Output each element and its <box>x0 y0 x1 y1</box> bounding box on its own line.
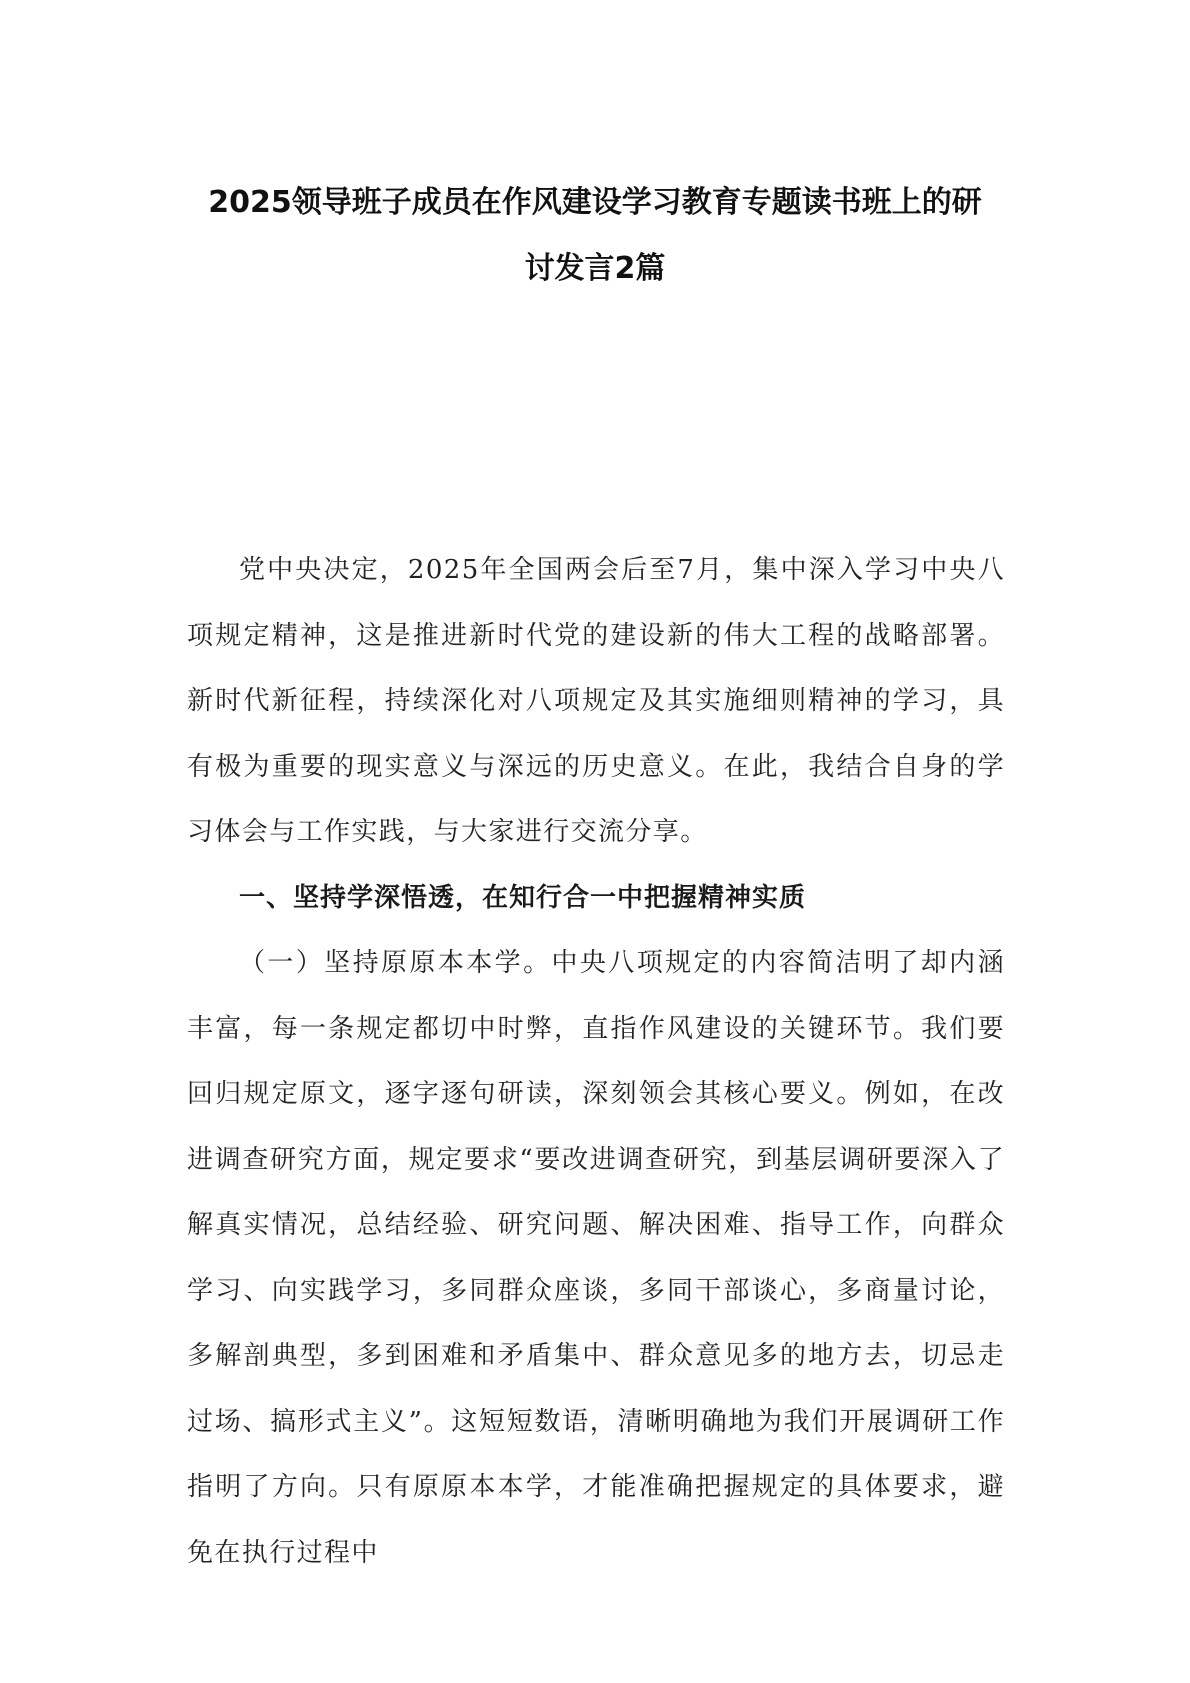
document-title <box>150 170 1040 302</box>
section-heading-1: 一、坚持学深悟透，在知行合一中把握精神实质 <box>239 882 807 913</box>
title-line-2: 讨发言2篇 <box>524 251 666 286</box>
subsection-paragraph-1: （一）坚持原原本本学。中央八项规定的内容简洁明了却内涵丰富，每一条规定都切中时弊，直指作风建设的关键环节。我们要回归规定原文，逐字逐句研读，深刻领会其核心要义。例如，在改进调查研究方面，规定要求“要改进调查研究，到基层调研要深入了解真实情况，总结经验、研究问题、解决困难、指导工作，向群众学习、向实践学习，多同群众座谈，多同干部谈心，多商量讨论，多解剖典型，多到困难和矛盾集中、群众意见多的地方去，切忌走过场、搞形式主义”。这短短数语，清晰明确地为我们开展调研工作指明了方向。只有原原本本学，才能准确把握规定的具体要求，避免在执行过程中 <box>187 948 1005 1568</box>
document-body <box>187 538 1005 1586</box>
title-line-1: 2025领导班子成员在作风建设学习教育专题读书班上的研 <box>208 185 982 220</box>
intro-paragraph: 党中央决定，2025年全国两会后至7月，集中深入学习中央八项规定精神，这是推进新时代党的建设新的伟大工程的战略部署。新时代新征程，持续深化对八项规定及其实施细则精神的学习，具有极为重要的现实意义与深远的历史意义。在此，我结合自身的学习体会与工作实践，与大家进行交流分享。 <box>187 555 1005 847</box>
